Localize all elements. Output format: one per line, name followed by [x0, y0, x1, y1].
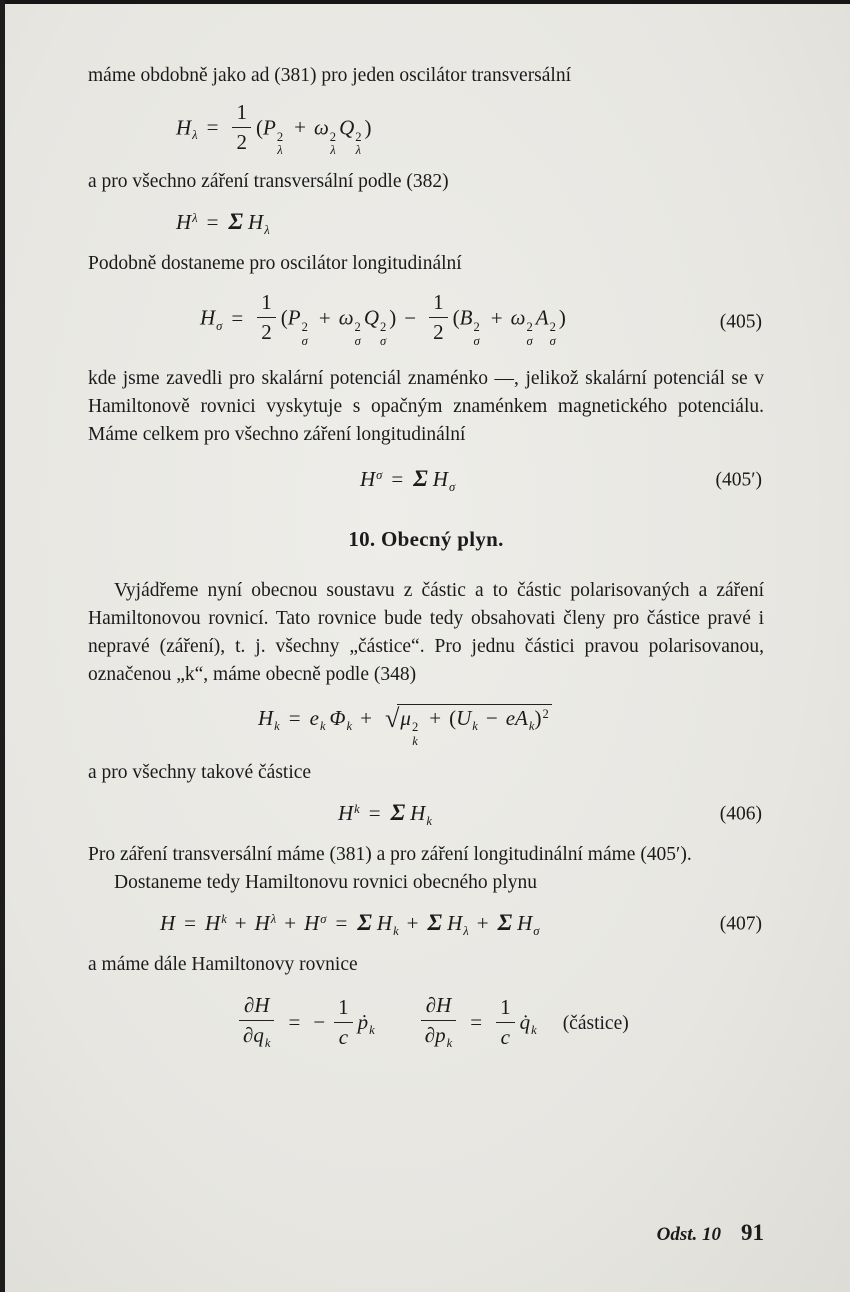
- math-token: −: [485, 705, 498, 730]
- math-token: k: [393, 923, 399, 938]
- equation-h-lambda-sum: [88, 208, 764, 238]
- math-supsub: [355, 131, 361, 159]
- math-token: k: [412, 733, 418, 748]
- math-token: 2: [429, 317, 448, 343]
- math-token: σ: [526, 333, 533, 348]
- math-token: λ: [355, 143, 362, 158]
- paragraph: kde jsme zavedli pro skalární potenciál znaménko —, jelikož skalární potenciál se v Hamiltonově rovnici vyskytuje s opačným znaménkem magnetického potenciálu. Máme celkem pro všechno záření longitudinální: [88, 367, 764, 445]
- math-supsub: [302, 321, 308, 349]
- math-token: H: [304, 910, 320, 935]
- equation-number: (406): [719, 803, 762, 825]
- math-token: −: [404, 305, 417, 330]
- math-token: +: [406, 910, 419, 935]
- math-token: A: [515, 705, 528, 730]
- math-token: =: [206, 115, 219, 140]
- math-token: σ: [448, 479, 456, 494]
- math-token: (: [452, 305, 460, 330]
- math-token: q̇: [519, 1010, 531, 1035]
- equation-number: (405): [719, 310, 762, 332]
- math-token: 2: [380, 320, 387, 335]
- math-token: σ: [320, 911, 327, 926]
- math-token: λ: [330, 143, 336, 158]
- math-token: (: [280, 305, 288, 330]
- math-token: k: [426, 813, 432, 828]
- math-token: A: [535, 305, 549, 330]
- paragraph: a pro všechno záření transversální podle (382): [88, 171, 449, 193]
- sum-symbol: Σ: [427, 909, 443, 936]
- math-token: k: [319, 718, 326, 733]
- math-token: 1: [500, 994, 511, 1019]
- math-token: H: [205, 910, 221, 935]
- fraction-numerator: [421, 995, 456, 1020]
- radicand: [397, 704, 551, 749]
- paragraph: Pro záření transversální máme (381) a pro záření longitudinální máme (405′).: [88, 843, 692, 865]
- math-token: 2: [232, 127, 251, 153]
- sum-symbol: Σ: [357, 909, 372, 936]
- math-token: H: [254, 910, 270, 935]
- math-fraction: [239, 995, 274, 1050]
- math-token: 2: [549, 320, 556, 335]
- math-supsub: [380, 321, 386, 349]
- equation-407: [88, 909, 764, 939]
- math-token: λ: [192, 128, 198, 143]
- paragraph: Vyjádřeme nyní obecnou soustavu z částic a to částic polarisovaných a záření Hamiltonovou rovnicí. Tato rovnice bude tedy obsahovati členy pro částice pravé i nepravé (záření), t. j. všechny „částice“. Pro jednu částici pravou polarisovanou, označenou „k“, máme obecně podle (348): [88, 579, 764, 685]
- math-supsub: [277, 131, 283, 159]
- math-token: H: [517, 910, 533, 935]
- math-token: =: [470, 1010, 483, 1035]
- math-token: H: [436, 993, 452, 1018]
- math-token: H: [432, 466, 448, 491]
- math-token: =: [288, 705, 301, 730]
- math-token: 2: [329, 129, 337, 144]
- math-token: k: [472, 718, 478, 733]
- math-fraction: [334, 994, 353, 1049]
- math-token: ): [364, 115, 372, 140]
- math-token: (: [449, 705, 457, 730]
- math-token: q: [253, 1023, 264, 1048]
- math-token: ∂: [424, 1023, 436, 1048]
- equation-number: (405′): [715, 469, 762, 491]
- math-token: =: [335, 910, 348, 935]
- fraction-denominator: [421, 1020, 456, 1050]
- math-token: ω: [510, 305, 526, 330]
- math-token: k: [446, 1036, 453, 1051]
- math-token: +: [429, 705, 442, 730]
- scan-edge-left: [0, 0, 5, 1292]
- math-token: H: [447, 910, 463, 935]
- math-fraction: [257, 292, 276, 343]
- math-token: H: [360, 466, 376, 491]
- sum-symbol: Σ: [413, 465, 428, 492]
- math-token: =: [184, 910, 197, 935]
- math-token: σ: [216, 318, 223, 333]
- math-token: −: [313, 1010, 326, 1035]
- math-token: k: [274, 718, 280, 733]
- fraction-numerator: [239, 995, 274, 1020]
- math-token: H: [410, 800, 426, 825]
- math-fraction: [232, 102, 251, 153]
- math-token: H: [376, 910, 393, 935]
- math-token: H: [254, 993, 270, 1018]
- math-token: H: [338, 800, 354, 825]
- math-token: =: [391, 466, 404, 491]
- math-token: ω: [313, 115, 329, 140]
- math-fraction: [496, 994, 515, 1049]
- math-token: p: [435, 1023, 446, 1048]
- math-token: (: [255, 115, 263, 140]
- math-token: k: [369, 1023, 375, 1038]
- math-token: e: [505, 705, 516, 730]
- math-token: k: [531, 1023, 537, 1038]
- sum-symbol: Σ: [497, 909, 513, 936]
- footer-section-label: Odst. 10: [656, 1224, 721, 1245]
- math-token: λ: [270, 911, 277, 926]
- math-token: +: [360, 705, 372, 730]
- particles-label: (částice): [562, 1013, 629, 1035]
- math-token: σ: [549, 333, 556, 348]
- math-token: 1: [261, 290, 272, 315]
- equation-h-lambda: [88, 100, 764, 158]
- math-radical: [385, 703, 552, 749]
- paragraph-intro: máme obdobně jako ad (381) pro jeden oscilátor transversální: [88, 65, 572, 86]
- math-token: +: [284, 910, 297, 935]
- math-supsub: [550, 321, 556, 349]
- sum-symbol: Σ: [228, 209, 244, 236]
- math-token: λ: [264, 223, 270, 238]
- math-token: +: [294, 115, 306, 140]
- math-token: Q: [363, 305, 379, 330]
- math-token: k: [264, 1036, 271, 1051]
- math-token: 2: [526, 320, 533, 335]
- math-token: k: [221, 911, 227, 926]
- math-token: k: [354, 801, 360, 816]
- scan-edge-top: [0, 0, 850, 4]
- math-token: ∂: [243, 1023, 254, 1048]
- page-footer: [657, 1220, 764, 1246]
- math-token: +: [234, 910, 247, 935]
- math-supsub: [412, 721, 418, 749]
- math-token: σ: [533, 923, 540, 938]
- equation-hamilton-canonical: [88, 993, 764, 1052]
- math-token: c: [496, 1022, 515, 1048]
- math-token: σ: [301, 333, 308, 348]
- math-token: B: [459, 305, 473, 330]
- math-token: H: [200, 305, 216, 330]
- math-token: λ: [277, 143, 283, 158]
- math-token: Q: [339, 115, 355, 140]
- paragraph: Podobně dostaneme pro oscilátor longitudinální: [88, 253, 462, 275]
- section-heading: 10. Obecný plyn.: [348, 526, 504, 551]
- page-content: [88, 62, 764, 1052]
- math-token: 2: [354, 320, 361, 335]
- math-token: ): [558, 305, 566, 330]
- math-token: =: [231, 305, 244, 330]
- math-token: λ: [463, 923, 469, 938]
- math-token: H: [248, 210, 264, 235]
- math-token: 2: [257, 317, 276, 343]
- math-token: =: [368, 800, 381, 825]
- equation-number: (407): [719, 913, 762, 935]
- paragraph: a máme dále Hamiltonovy rovnice: [88, 954, 358, 976]
- math-token: σ: [376, 467, 383, 482]
- equation-h-k: [88, 703, 764, 749]
- math-token: =: [206, 210, 219, 235]
- math-token: 1: [433, 290, 444, 315]
- math-token: Φ: [329, 705, 346, 730]
- math-token: 1: [236, 100, 247, 124]
- equation-406: [88, 799, 764, 829]
- math-token: e: [309, 705, 319, 730]
- math-token: ∂: [243, 993, 255, 1018]
- math-token: 2: [473, 320, 480, 335]
- math-token: U: [456, 705, 472, 730]
- math-token: 2: [542, 706, 549, 721]
- math-token: +: [476, 910, 489, 935]
- equation-405-prime: [88, 465, 764, 495]
- math-token: ): [389, 305, 397, 330]
- sum-symbol: Σ: [390, 799, 406, 826]
- math-token: H: [176, 115, 192, 140]
- math-supsub: [526, 321, 532, 349]
- math-token: H: [160, 910, 176, 935]
- math-token: H: [176, 210, 192, 235]
- math-token: +: [490, 305, 503, 330]
- math-token: ṗ: [357, 1010, 369, 1035]
- radical-sign: √: [384, 703, 400, 733]
- math-token: ): [534, 705, 542, 730]
- math-token: +: [318, 305, 331, 330]
- math-token: c: [334, 1022, 353, 1048]
- math-fraction: [429, 292, 448, 343]
- math-token: H: [258, 705, 274, 730]
- math-token: ω: [338, 305, 354, 330]
- math-token: 2: [411, 720, 419, 735]
- math-token: μ: [400, 705, 411, 730]
- math-token: 2: [301, 320, 308, 335]
- math-token: λ: [192, 211, 198, 226]
- fraction-denominator: [239, 1020, 274, 1050]
- math-token: 1: [338, 994, 349, 1019]
- math-token: σ: [354, 333, 361, 348]
- equation-405: [88, 290, 764, 348]
- math-token: k: [346, 718, 353, 733]
- math-token: k: [528, 718, 535, 733]
- math-supsub: [355, 321, 361, 349]
- paragraph: Dostaneme tedy Hamiltonovu rovnici obecného plynu: [114, 871, 537, 893]
- math-token: =: [288, 1010, 301, 1035]
- math-token: ∂: [425, 993, 437, 1018]
- footer-page-number: 91: [741, 1220, 764, 1245]
- math-token: P: [287, 305, 301, 330]
- math-supsub: [330, 131, 336, 159]
- math-token: P: [262, 115, 276, 140]
- math-token: σ: [380, 333, 387, 348]
- math-token: 2: [276, 129, 284, 144]
- math-fraction: [421, 995, 456, 1050]
- math-token: σ: [473, 333, 480, 348]
- math-token: 2: [355, 129, 362, 144]
- math-supsub: [473, 321, 479, 349]
- paragraph: a pro všechny takové částice: [88, 761, 312, 783]
